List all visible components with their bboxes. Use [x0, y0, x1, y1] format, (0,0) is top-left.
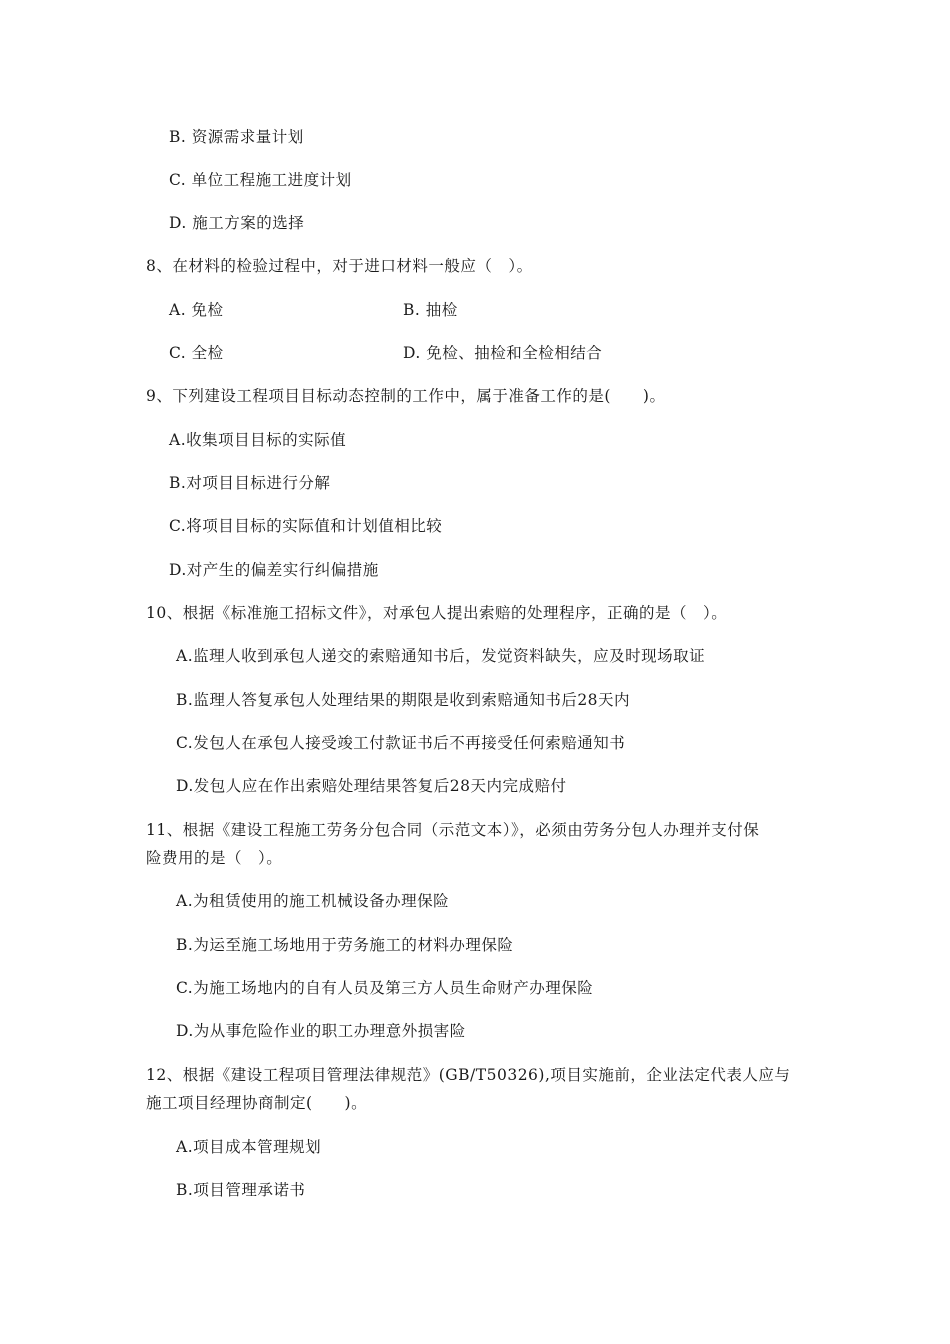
q9-option-d: D.对产生的偏差实行纠偏措施: [169, 561, 379, 579]
q11-option-d: D.为从事危险作业的职工办理意外损害险: [176, 1022, 466, 1040]
q7-option-b: B. 资源需求量计划: [169, 128, 304, 146]
q12-option-b: B.项目管理承诺书: [176, 1181, 306, 1199]
q11-option-c: C.为施工场地内的自有人员及第三方人员生命财产办理保险: [176, 979, 594, 997]
q12-option-a: A.项目成本管理规划: [176, 1138, 322, 1156]
q10-option-a: A.监理人收到承包人递交的索赔通知书后，发觉资料缺失，应及时现场取证: [176, 647, 706, 665]
q12-stem-line2: 施工项目经理协商制定( )。: [146, 1094, 368, 1112]
q11-stem-line2: 险费用的是（ ）。: [146, 849, 283, 867]
q9-option-c: C.将项目目标的实际值和计划值相比较: [169, 517, 443, 535]
q9-option-a: A.收集项目目标的实际值: [169, 431, 347, 449]
q11-stem-line1: 11、根据《建设工程施工劳务分包合同（示范文本）》，必须由劳务分包人办理并支付保: [146, 821, 760, 839]
q8-option-d: D. 免检、抽检和全检相结合: [403, 344, 603, 362]
q11-option-a: A.为租赁使用的施工机械设备办理保险: [176, 892, 450, 910]
q12-stem-line1: 12、根据《建设工程项目管理法律规范》(GB/T50326),项目实施前，企业法定代表人应与: [146, 1066, 791, 1084]
q10-option-b: B.监理人答复承包人处理结果的期限是收到索赔通知书后28天内: [176, 691, 631, 709]
q8-stem: 8、在材料的检验过程中，对于进口材料一般应（ ）。: [146, 257, 533, 275]
q8-option-c: C. 全检: [169, 344, 224, 362]
q10-stem: 10、根据《标准施工招标文件》，对承包人提出索赔的处理程序，正确的是（ ）。: [146, 604, 728, 622]
q11-option-b: B.为运至施工场地用于劳务施工的材料办理保险: [176, 936, 514, 954]
q8-option-a: A. 免检: [169, 301, 224, 319]
q10-option-d: D.发包人应在作出索赔处理结果答复后28天内完成赔付: [176, 777, 567, 795]
q10-option-c: C.发包人在承包人接受竣工付款证书后不再接受任何索赔通知书: [176, 734, 626, 752]
q9-option-b: B.对项目目标进行分解: [169, 474, 331, 492]
q7-option-d: D. 施工方案的选择: [169, 214, 305, 232]
q8-option-b: B. 抽检: [403, 301, 458, 319]
q9-stem: 9、下列建设工程项目目标动态控制的工作中，属于准备工作的是( )。: [146, 387, 666, 405]
q7-option-c: C. 单位工程施工进度计划: [169, 171, 352, 189]
